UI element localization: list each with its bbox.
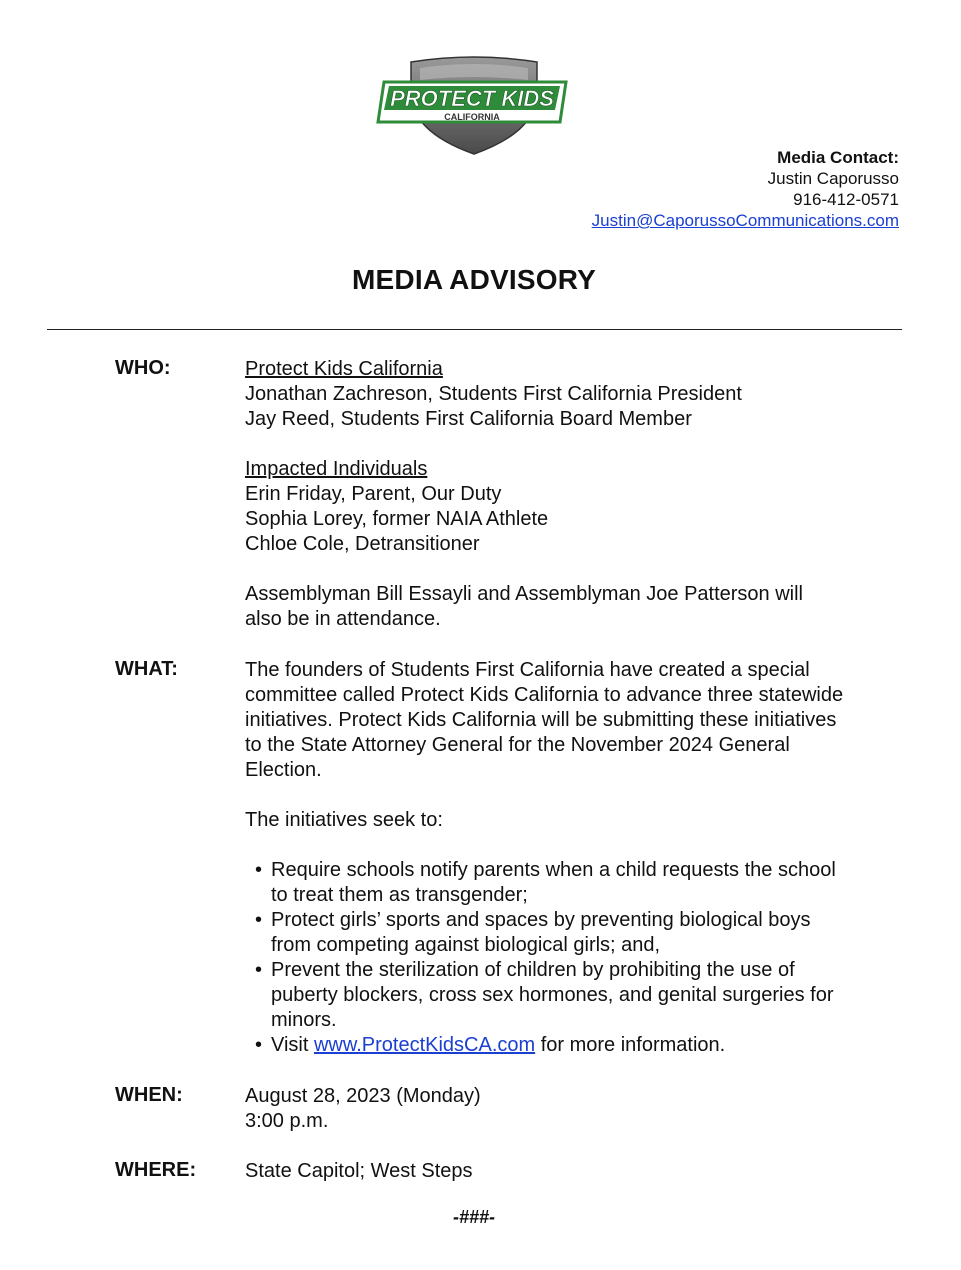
initiatives-list [245, 858, 905, 1058]
who-group2-item: Sophia Lorey, former NAIA Athlete [245, 508, 549, 530]
who-group1-item: Jonathan Zachreson, Students First California President [245, 383, 742, 405]
contact-name: Justin Caporusso [767, 169, 899, 188]
contact-phone: 916-412-0571 [793, 190, 899, 209]
protect-kids-logo [376, 56, 572, 156]
where-section [245, 1159, 905, 1184]
visit-suffix: for more information. [535, 1034, 726, 1056]
page-title: MEDIA ADVISORY [352, 264, 596, 295]
what-para-line: The founders of Students First California have created a special [245, 659, 810, 681]
what-lead: The initiatives seek to: [245, 809, 443, 831]
bullet-icon: • [255, 959, 263, 981]
what-para-line: to the State Attorney General for the November 2024 General [245, 734, 790, 756]
who-note-line: also be in attendance. [245, 608, 441, 630]
what-para-line: initiatives. Protect Kids California will be submitting these initiatives [245, 709, 837, 731]
list-item: • Require schools notify parents when a child requests the school to treat them as transgender; [255, 859, 836, 906]
bullet-icon: • [255, 859, 263, 881]
who-group1-heading: Protect Kids California [245, 358, 443, 380]
bullet-icon: • [255, 1034, 263, 1056]
event-time: 3:00 p.m. [245, 1110, 329, 1132]
media-contact [592, 147, 899, 231]
who-note-line: Assemblyman Bill Essayli and Assemblyman Joe Patterson will [245, 583, 803, 605]
who-group1-item: Jay Reed, Students First California Board Member [245, 408, 692, 430]
list-item: • Protect girls’ sports and spaces by preventing biological boys from competing against biological girls; and, [255, 909, 811, 956]
list-item: • Prevent the sterilization of children by prohibiting the use of puberty blockers, cross sex hormones, and genital surgeries for minors. [255, 959, 834, 1031]
who-section [245, 357, 905, 632]
where-label: WHERE: [115, 1159, 197, 1181]
list-item [245, 1033, 905, 1058]
visit-prefix: Visit [271, 1034, 314, 1056]
what-para-line: committee called Protect Kids California to advance three statewide [245, 684, 844, 706]
end-mark: -###- [452, 1207, 496, 1227]
what-section [245, 658, 905, 1058]
when-section [245, 1084, 905, 1134]
what-para-line: Election. [245, 759, 322, 781]
logo-sub-text: CALIFORNIA [444, 112, 500, 122]
who-group2-item: Erin Friday, Parent, Our Duty [245, 483, 502, 505]
when-label: WHEN: [115, 1084, 183, 1106]
who-group2-item: Chloe Cole, Detransitioner [245, 533, 480, 555]
contact-email-link[interactable]: Justin@CaporussoCommunications.com [591, 211, 899, 230]
who-group2-heading: Impacted Individuals [245, 458, 428, 480]
website-link[interactable]: www.ProtectKidsCA.com [313, 1034, 536, 1056]
bullet-icon: • [255, 909, 263, 931]
event-location: State Capitol; West Steps [245, 1160, 473, 1182]
what-label: WHAT: [115, 658, 178, 680]
logo-main-text: PROTECT KIDS [390, 86, 554, 111]
horizontal-divider [47, 329, 902, 330]
who-label: WHO: [115, 357, 171, 379]
media-contact-heading: Media Contact: [777, 148, 899, 167]
event-date: August 28, 2023 (Monday) [245, 1085, 481, 1107]
